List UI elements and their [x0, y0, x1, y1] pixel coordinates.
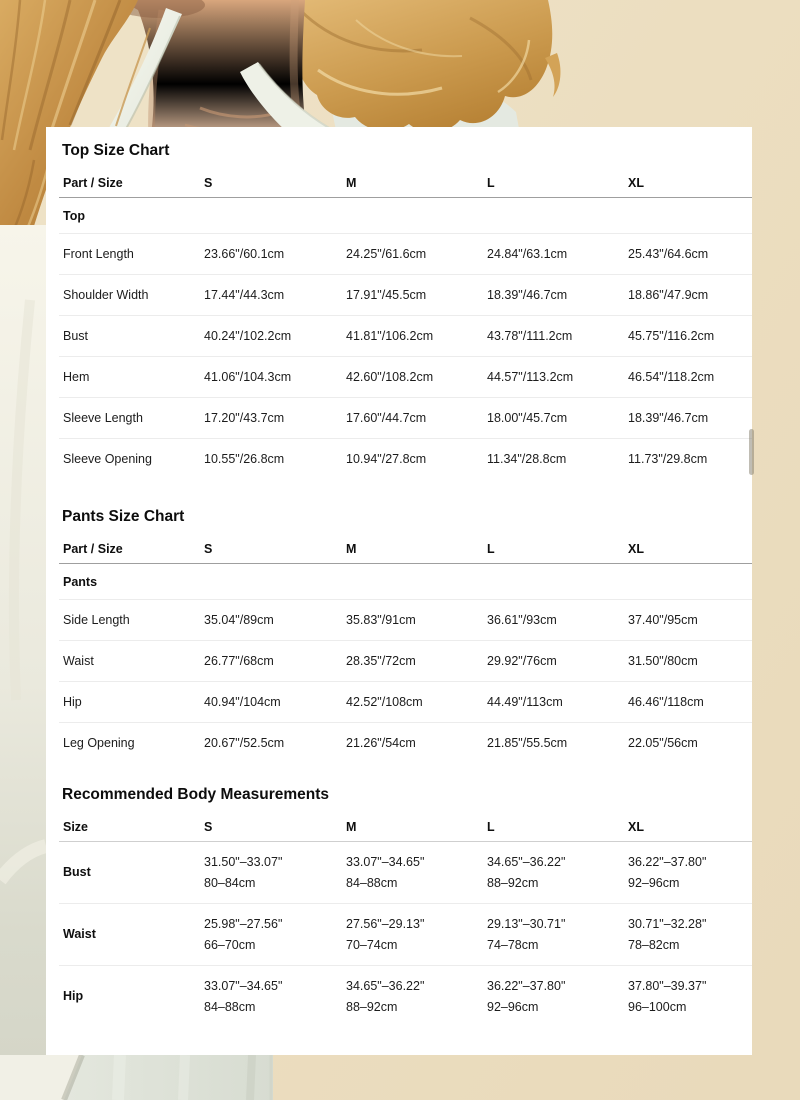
row-label: Hem	[63, 370, 90, 384]
cell-xl: 31.50"/80cm	[628, 654, 698, 668]
pants-size-table	[59, 535, 752, 763]
cell-m: 17.60"/44.7cm	[346, 411, 427, 425]
row-label: Waist	[63, 654, 94, 668]
cell-l	[487, 842, 628, 904]
row-label: Leg Opening	[63, 736, 135, 750]
cell-s: 41.06"/104.3cm	[204, 370, 292, 384]
range-inches: 36.22"–37.80"	[628, 854, 707, 869]
range-inches: 33.07"–34.65"	[204, 978, 283, 993]
cell-s: 20.67"/52.5cm	[204, 736, 285, 750]
cell-l: 43.78"/111.2cm	[487, 329, 573, 343]
row-label: Waist	[63, 927, 96, 941]
cell-m	[346, 904, 487, 966]
body-measurements-section	[46, 763, 752, 1027]
table-row	[59, 234, 752, 275]
range-inches: 34.65"–36.22"	[487, 854, 566, 869]
top-size-table	[59, 169, 752, 479]
range-inches: 36.22"–37.80"	[487, 978, 566, 993]
cell-s: 35.04"/89cm	[204, 613, 274, 627]
cell-xl: 22.05"/56cm	[628, 736, 698, 750]
cell-l	[487, 904, 628, 966]
range-cm: 74–78cm	[487, 937, 539, 952]
column-header-l: L	[487, 176, 495, 190]
column-header-l: L	[487, 542, 495, 556]
column-header-s: S	[204, 820, 213, 834]
cell-l: 44.49"/113cm	[487, 695, 563, 709]
table-row	[59, 904, 752, 966]
cell-s	[204, 904, 346, 966]
table-row	[59, 398, 752, 439]
column-header-xl: XL	[628, 542, 644, 556]
column-header-m: M	[346, 542, 357, 556]
column-header-xl: XL	[628, 820, 644, 834]
range-cm: 92–96cm	[487, 999, 539, 1014]
table-row	[59, 723, 752, 764]
cell-xl: 11.73"/29.8cm	[628, 452, 708, 466]
cell-l: 21.85"/55.5cm	[487, 736, 568, 750]
cell-m: 10.94"/27.8cm	[346, 452, 427, 466]
range-cm: 84–88cm	[346, 875, 398, 890]
cell-m: 41.81"/106.2cm	[346, 329, 434, 343]
row-label: Sleeve Opening	[63, 452, 152, 466]
cell-xl	[628, 966, 752, 1028]
pants-size-chart-title: Pants Size Chart	[62, 508, 185, 525]
cell-xl: 46.54"/118.2cm	[628, 370, 715, 384]
cell-l: 18.39"/46.7cm	[487, 288, 568, 302]
range-inches: 27.56"–29.13"	[346, 916, 425, 931]
column-header-s: S	[204, 176, 213, 190]
cell-s	[204, 966, 346, 1028]
top-size-chart-title: Top Size Chart	[62, 142, 170, 159]
cell-xl: 37.40"/95cm	[628, 613, 698, 627]
row-label: Side Length	[63, 613, 130, 627]
scrollbar-thumb[interactable]	[749, 429, 754, 475]
group-row-top	[59, 198, 752, 234]
cell-m: 17.91"/45.5cm	[346, 288, 427, 302]
cell-xl: 45.75"/116.2cm	[628, 329, 715, 343]
cell-l	[487, 966, 628, 1028]
column-header-xl: XL	[628, 176, 644, 190]
column-header-m: M	[346, 176, 357, 190]
cell-l: 18.00"/45.7cm	[487, 411, 568, 425]
table-row	[59, 600, 752, 641]
range-cm: 78–82cm	[628, 937, 680, 952]
table-row	[59, 316, 752, 357]
table-row	[59, 842, 752, 904]
column-header-size: Size	[63, 820, 89, 834]
column-header-part-size: Part / Size	[63, 542, 123, 556]
cell-l: 11.34"/28.8cm	[487, 452, 567, 466]
cell-xl	[628, 842, 752, 904]
row-label: Bust	[63, 865, 91, 879]
cell-s: 10.55"/26.8cm	[204, 452, 285, 466]
size-chart-panel	[46, 127, 752, 1055]
cell-m: 21.26"/54cm	[346, 736, 416, 750]
body-measurements-title: Recommended Body Measurements	[62, 786, 330, 803]
range-cm: 92–96cm	[628, 875, 680, 890]
cell-xl: 18.39"/46.7cm	[628, 411, 709, 425]
table-row	[59, 439, 752, 480]
range-cm: 96–100cm	[628, 999, 687, 1014]
range-cm: 84–88cm	[204, 999, 256, 1014]
cell-s: 23.66"/60.1cm	[204, 247, 285, 261]
table-row	[59, 641, 752, 682]
row-label: Hip	[63, 695, 82, 709]
table-header-row	[59, 535, 752, 564]
row-label: Front Length	[63, 247, 134, 261]
cell-s	[204, 842, 346, 904]
row-label: Bust	[63, 329, 89, 343]
range-inches: 29.13"–30.71"	[487, 916, 566, 931]
table-row	[59, 966, 752, 1028]
top-size-chart-section	[46, 127, 752, 479]
cell-xl: 46.46"/118cm	[628, 695, 704, 709]
cell-m	[346, 966, 487, 1028]
range-cm: 66–70cm	[204, 937, 256, 952]
cell-s: 26.77"/68cm	[204, 654, 274, 668]
range-inches: 37.80"–39.37"	[628, 978, 707, 993]
range-inches: 25.98"–27.56"	[204, 916, 283, 931]
cell-xl: 18.86"/47.9cm	[628, 288, 709, 302]
table-row	[59, 275, 752, 316]
table-row	[59, 357, 752, 398]
column-header-s: S	[204, 542, 213, 556]
row-label: Sleeve Length	[63, 411, 143, 425]
range-cm: 88–92cm	[487, 875, 539, 890]
cell-m: 28.35"/72cm	[346, 654, 416, 668]
cell-m	[346, 842, 487, 904]
cell-s: 40.94"/104cm	[204, 695, 281, 709]
group-row-pants	[59, 564, 752, 600]
range-inches: 34.65"–36.22"	[346, 978, 425, 993]
row-label: Shoulder Width	[63, 288, 149, 302]
cell-s: 17.20"/43.7cm	[204, 411, 285, 425]
column-header-l: L	[487, 820, 495, 834]
cell-l: 36.61"/93cm	[487, 613, 557, 627]
cell-m: 42.60"/108.2cm	[346, 370, 434, 384]
cell-s: 40.24"/102.2cm	[204, 329, 292, 343]
shirt-left	[0, 225, 46, 1060]
group-label: Top	[63, 208, 85, 223]
range-cm: 80–84cm	[204, 875, 256, 890]
cell-m: 35.83"/91cm	[346, 613, 416, 627]
cell-xl: 25.43"/64.6cm	[628, 247, 709, 261]
range-inches: 33.07"–34.65"	[346, 854, 425, 869]
range-cm: 70–74cm	[346, 937, 398, 952]
cell-s: 17.44"/44.3cm	[204, 288, 285, 302]
range-inches: 31.50"–33.07"	[204, 854, 283, 869]
row-label: Hip	[63, 989, 84, 1003]
cell-l: 44.57"/113.2cm	[487, 370, 574, 384]
table-row	[59, 682, 752, 723]
bottom-garments	[0, 1055, 273, 1100]
pants-size-chart-section	[46, 479, 752, 763]
body-measurements-table	[59, 813, 752, 1027]
cell-xl	[628, 904, 752, 966]
column-header-part-size: Part / Size	[63, 176, 123, 190]
cell-m: 42.52"/108cm	[346, 695, 423, 709]
range-cm: 88–92cm	[346, 999, 398, 1014]
table-header-row	[59, 169, 752, 198]
range-inches: 30.71"–32.28"	[628, 916, 707, 931]
group-label: Pants	[63, 574, 98, 589]
column-header-m: M	[346, 820, 357, 834]
table-header-row	[59, 813, 752, 842]
cell-m: 24.25"/61.6cm	[346, 247, 427, 261]
cell-l: 29.92"/76cm	[487, 654, 557, 668]
cell-l: 24.84"/63.1cm	[487, 247, 568, 261]
